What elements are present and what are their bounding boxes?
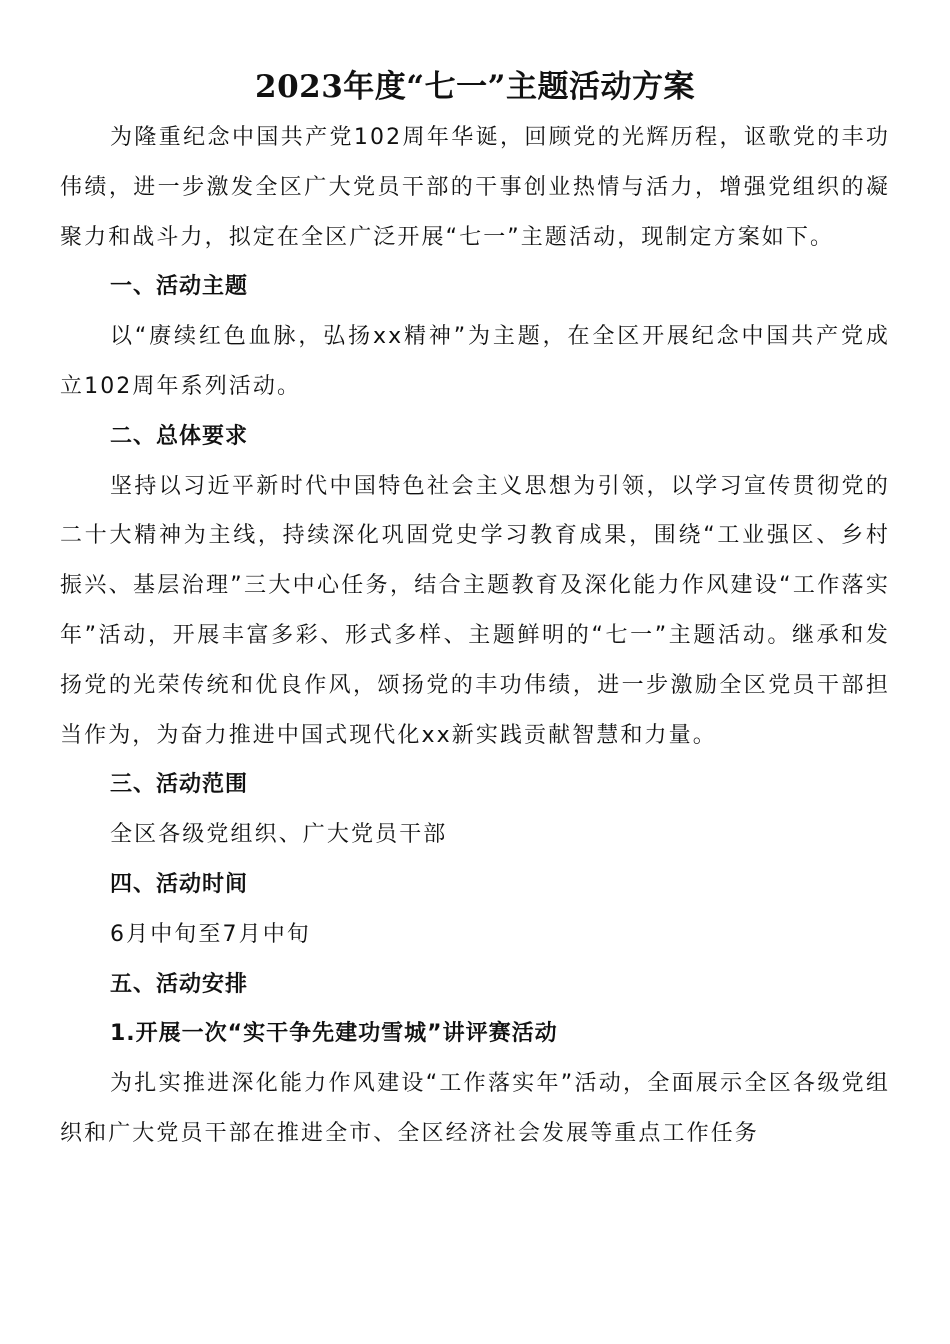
section-body-scope: 全区各级党组织、广大党员干部 [110,822,448,848]
section-heading-theme: 一、活动主题 [110,274,249,300]
subsection-body-contest: 为扎实推进深化能力作风建设“工作落实年”活动，全面展示全区各级党组织和广大党员干部在推进全市、全区经济社会发展等重点工作任务 [60,1071,890,1146]
section-heading-requirements: 二、总体要求 [110,423,249,449]
section-body-requirements: 坚持以习近平新时代中国特色社会主义思想为引领，以学习宣传贯彻党的二十大精神为主线，持续深化巩固党史学习教育成果，围绕“工业强区、乡村振兴、基层治理”三大中心任务，结合主题教育及深化能力作风建设“工作落实年”活动，开展丰富多彩、形式多样、主题鲜明的“七一”主题活动。继承和发扬党的光荣传统和优良作风，颂扬党的丰功伟绩，进一步激励全区党员干部担当作为，为奋力推进中国式现代化xx新实践贡献智慧和力量。 [60,473,890,748]
intro-paragraph: 为隆重纪念中国共产党102周年华诞，回顾党的光辉历程，讴歌党的丰功伟绩，进一步激发全区广大党员干部的干事创业热情与活力，增强党组织的凝聚力和战斗力，拟定在全区广泛开展“七一”主题活动，现制定方案如下。 [60,125,890,250]
subsection-heading-contest: 1.开展一次“实干争先建功雪城”讲评赛活动 [110,1021,558,1047]
section-heading-arrangement: 五、活动安排 [110,971,249,997]
document-body [60,113,890,1159]
section-heading-time: 四、活动时间 [110,871,249,897]
section-body-theme: 以“赓续红色血脉，弘扬xx精神”为主题，在全区开展纪念中国共产党成立102周年系列活动。 [60,324,890,399]
section-heading-scope: 三、活动范围 [110,772,249,798]
section-body-time: 6月中旬至7月中旬 [110,921,311,947]
document-title: 2023年度“七一”主题活动方案 [255,69,695,105]
